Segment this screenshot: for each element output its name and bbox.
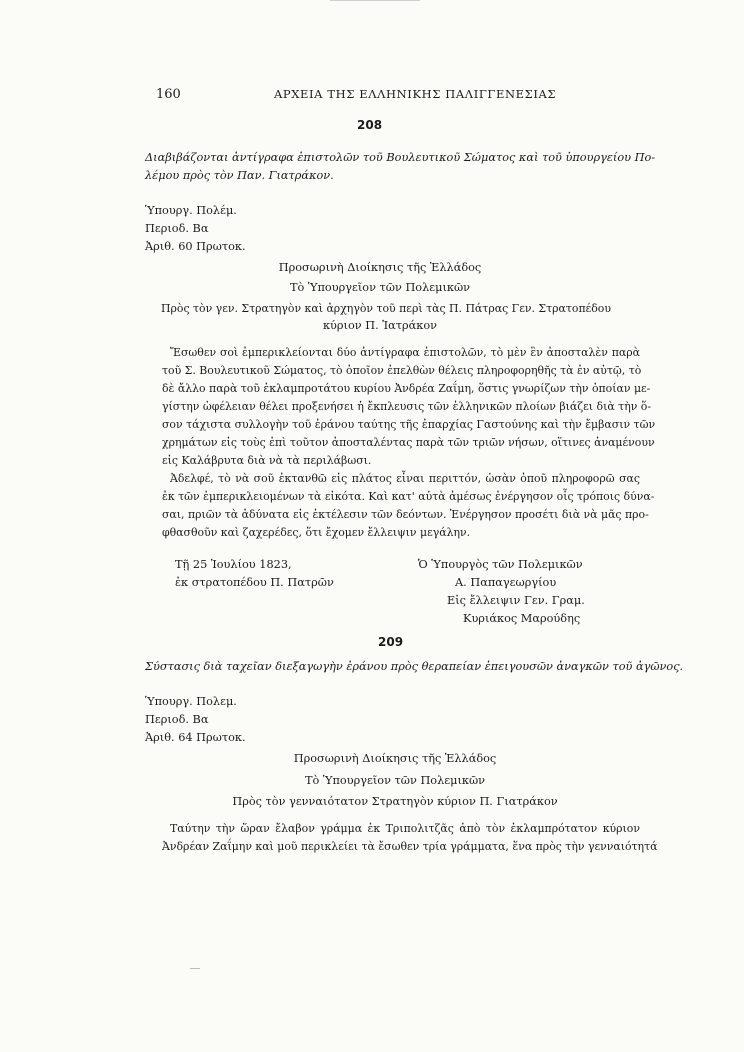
doc208-signature-secretary: Κυριάκος Μαρούδης	[463, 612, 581, 625]
doc209-body-line: Ἀνδρέαν Ζαΐμην καὶ μοῦ περικλείει τὰ ἔσωθεν τρία γράμματα, ἕνα πρὸς τὴν γενναιότητά	[162, 840, 658, 853]
doc208-body-line: σον τάχιστα συλλογὴν τοῦ ἐράνου ταύτης τῆς ἐπαρχίας Γαστούνης καὶ τὴν ἔμβασιν τῶν	[162, 418, 656, 431]
doc208-place: ἐκ στρατοπέδου Π. Πατρῶν	[175, 576, 334, 589]
running-title: ΑΡΧΕΙΑ ΤΗΣ ΕΛΛΗΝΙΚΗΣ ΠΑΛΙΓΓΕΝΕΣΙΑΣ	[274, 87, 557, 101]
doc208-heading-addressee-2: κύριον Π. Ἰατράκον	[322, 319, 438, 332]
doc208-body-line: χρημάτων εἰς τοὺς ἐπὶ τοῦτον ἀποσταλέντας παρὰ τῶν τριῶν νήσων, οἵτινες ἀναμένουν	[162, 436, 655, 449]
doc208-body-line: τοῦ Σ. Βουλευτικοῦ Σώματος, τὸ ὁποῖον ἐπελθὼν θέλεις πληροφορηθῆς τὰ ἐν αὐτῷ, τὸ	[162, 364, 642, 377]
doc208-heading-government: Προσωρινὴ Διοίκησις τῆς Ἑλλάδος	[278, 261, 482, 274]
page-number: 160	[156, 87, 181, 102]
doc208-signature-name: Α. Παπαγεωργίου	[455, 576, 557, 589]
doc208-summary-line-1: Διαβιβάζονται ἀντίγραφα ἐπιστολῶν τοῦ Βουλευτικοῦ Σώματος καὶ τοῦ ὑπουργείου Πο-	[145, 151, 656, 164]
doc208-ref-number: Ἀριθ. 60 Πρωτοκ.	[145, 240, 246, 253]
doc208-date: Τῇ 25 Ἰουλίου 1823,	[175, 558, 292, 571]
doc208-body-line: σαι, πριῶν τὰ ἀδύνατα εἰς ἐκτέλεσιν τῶν δεόντων. Ἐνέργησον προσέτι διὰ νὰ μᾶς προ-	[162, 508, 649, 521]
doc209-ref-number: Ἀριθ. 64 Πρωτοκ.	[145, 731, 246, 744]
doc209-heading-ministry: Τὸ Ὑπουργεῖον τῶν Πολεμικῶν	[304, 774, 486, 787]
doc209-ref-period: Περιοδ. Βα	[145, 713, 209, 726]
document-number-209: 209	[378, 635, 404, 649]
doc209-heading-addressee: Πρὸς τὸν γενναιότατον Στρατηγὸν κύριον Π. Γιατράκον	[232, 795, 558, 808]
doc208-body-line: εἰς Καλάβρυτα διὰ νὰ τὰ περιλάβωσι.	[162, 454, 372, 467]
doc208-ref-period: Περιοδ. Βα	[145, 222, 209, 235]
doc209-heading-government: Προσωρινὴ Διοίκησις τῆς Ἑλλάδος	[293, 752, 497, 765]
doc208-body-line: ἐκ τῶν ἐμπερικλειομένων τὰ εἰκότα. Καὶ κατ' αὐτὰ ἀμέσως ἐνέργησον οἷς τρόποις δύνα-	[162, 490, 655, 503]
doc208-signature-note: Εἰς ἔλλειψιν Γεν. Γραμ.	[447, 594, 585, 607]
doc208-ref-ministry: Ὑπουργ. Πολέμ.	[145, 204, 237, 217]
scan-mark-top	[330, 0, 420, 1]
doc208-body-line: φθασθοῦν καὶ ζαχερέδες, ὅτι ἔχομεν ἔλλειψιν μεγάλην.	[162, 526, 471, 539]
doc208-body-line: Ἔσωθεν σοὶ ἐμπερικλείονται δύο ἀντίγραφα ἐπιστολῶν, τὸ μὲν ἓν ἀποσταλὲν παρὰ	[170, 346, 640, 359]
doc209-summary: Σύστασις διὰ ταχεῖαν διεξαγωγὴν ἐράνου πρὸς θεραπείαν ἐπειγουσῶν ἀναγκῶν τοῦ ἀγῶνος.	[145, 660, 684, 673]
doc208-summary-line-2: λέμου πρὸς τὸν Παν. Γιατράκον.	[145, 169, 334, 182]
scan-mark-bottom	[190, 968, 200, 969]
doc208-signature-title: Ὁ Ὑπουργὸς τῶν Πολεμικῶν	[418, 558, 583, 571]
doc208-heading-ministry: Τὸ Ὑπουργεῖον τῶν Πολεμικῶν	[289, 281, 471, 294]
document-number-208: 208	[357, 118, 383, 132]
doc208-heading-addressee-1: Πρὸς τὸν γεν. Στρατηγὸν καὶ ἀρχηγὸν τοῦ περὶ τὰς Π. Πάτρας Γεν. Στρατοπέδου	[161, 302, 611, 315]
doc208-body-line: Ἀδελφέ, τὸ νὰ σοῦ ἐκτανθῶ εἰς πλάτος εἶναι περιττόν, ὡσὰν ὁποῦ πληροφορῶ σας	[170, 472, 640, 485]
doc209-ref-ministry: Ὑπουργ. Πολεμ.	[145, 695, 237, 708]
doc208-body-line: γίστην ὠφέλειαν θέλει προξενήσει ἡ ἔκπλευσις τῶν ἑλληνικῶν πλοίων βιάζει διὰ τὴν ὅ-	[162, 400, 652, 413]
doc209-body-line: Ταύτην τὴν ὥραν ἔλαβον γράμμα ἐκ Τριπολιτζᾶς ἀπὸ τὸν ἐκλαμπρότατον κύριον	[170, 822, 640, 835]
doc208-body-line: δὲ ἄλλο παρὰ τοῦ ἐκλαμπροτάτου κυρίου Ἀνδρέα Ζαΐμη, ὅστις γνωρίζων τὴν ὁποίαν με-	[162, 382, 651, 395]
